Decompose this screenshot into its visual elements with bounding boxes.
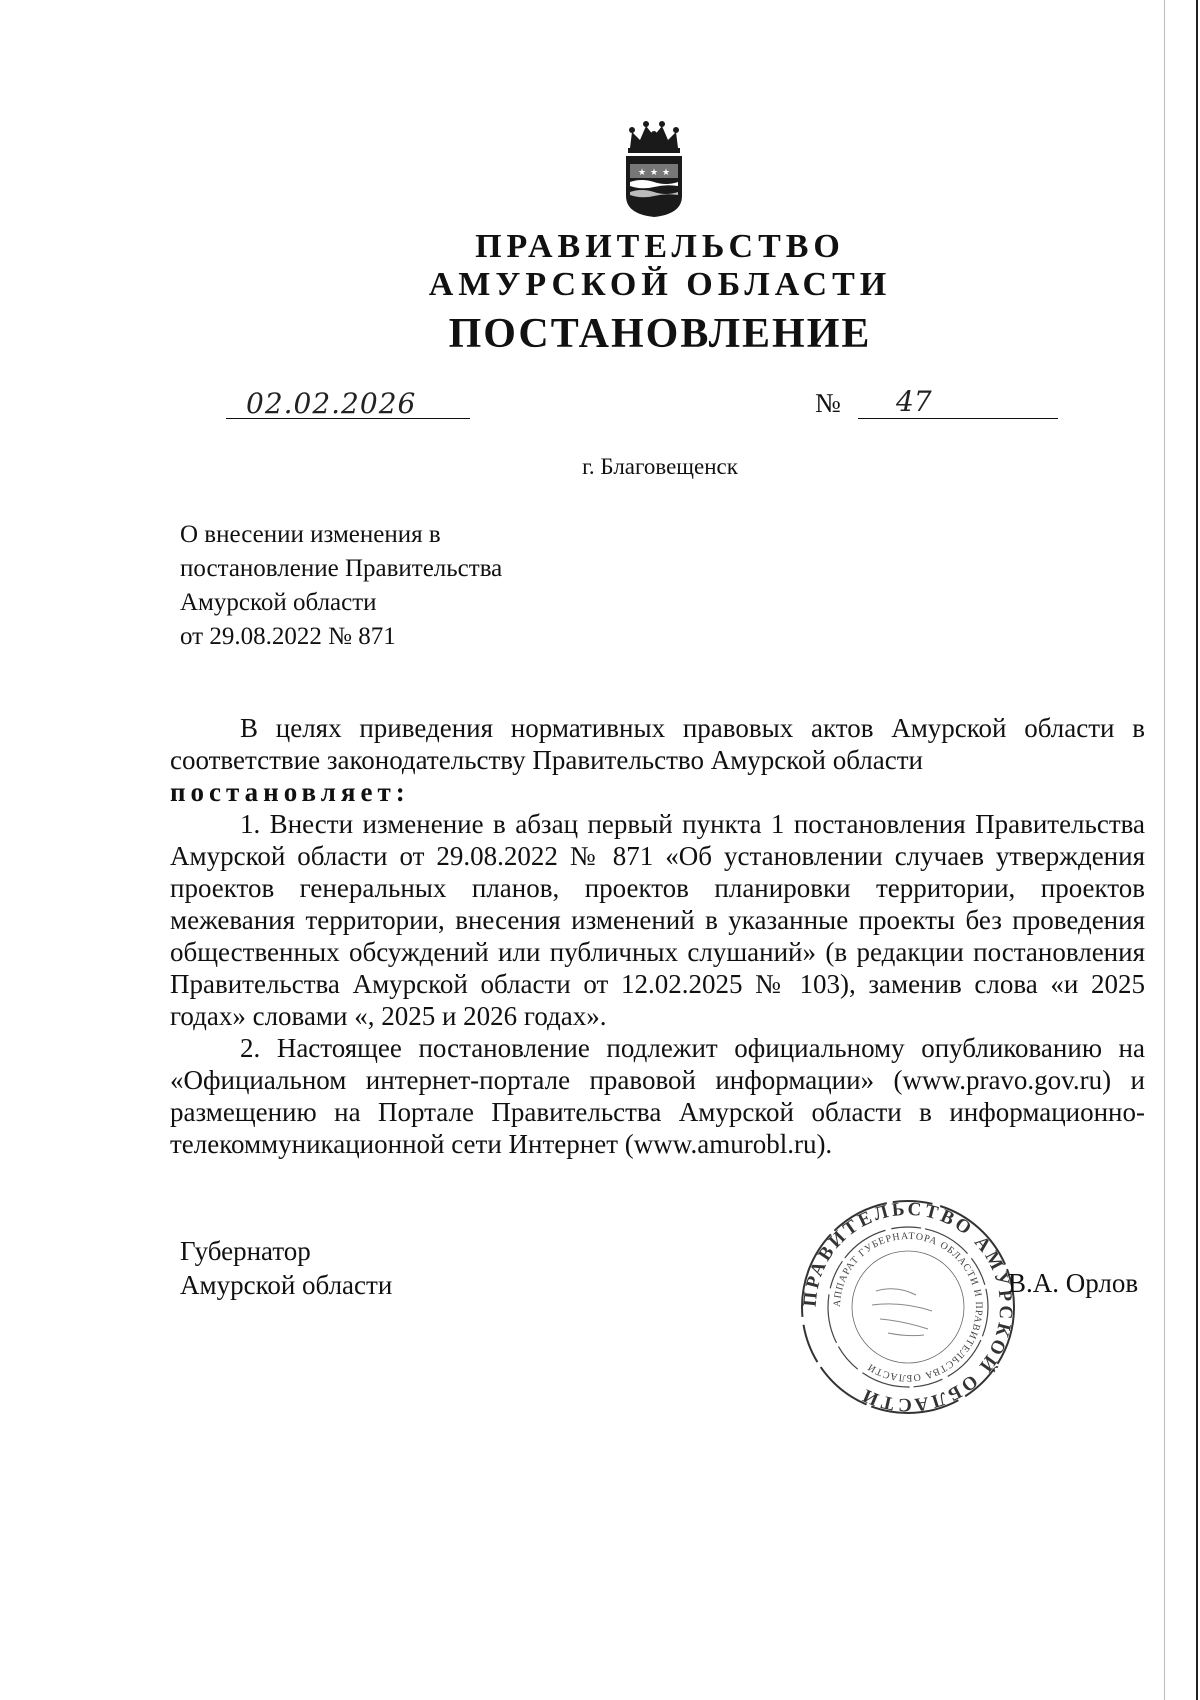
subject-line: О внесении изменения в (180, 521, 441, 548)
decree-word: постановляет: (170, 777, 410, 807)
svg-text:★: ★ (638, 168, 647, 178)
subject-line: от 29.08.2022 № 871 (180, 623, 396, 650)
document-number: 47 (896, 385, 932, 418)
document-body (170, 712, 1145, 1160)
signer-name: В.А. Орлов (1008, 1268, 1139, 1298)
item-1: 1. Внести изменение в абзац первый пункта 1 постановления Правительства Амурской области от 29.08.2022 № 871 «Об установлении случаев утверждения проектов генеральных планов, проектов планировки территории, проектов межевания территории, внесения изменений в указанные проекты без проведения общественных обсуждений или публичных слушаний» (в редакции постановления Правительства Амурской области от 12.02.2025 № 103), заменив слова «и 2025 годах» словами «, 2025 и 2026 годах». (170, 809, 1145, 1031)
subject-line: Амурской области (180, 589, 377, 616)
city: г. Благовещенск (582, 454, 738, 479)
number-underline (858, 418, 1058, 419)
signer-title-line: Губернатор (180, 1236, 311, 1266)
document-date: 02.02.2026 (246, 387, 417, 420)
coat-of-arms-icon (618, 118, 690, 218)
item-2: 2. Настоящее постановление подлежит официальному опубликованию на «Официальном интернет-портале правовой информации» (www.pravo.gov.ru) и размещению на Портале Правительства Амурской области в информационно-телекоммуникационной сети Интернет (www.amurobl.ru). (170, 1033, 1145, 1159)
document-subject (180, 518, 502, 654)
org-name-line1: ПРАВИТЕЛЬСТВО (475, 228, 845, 265)
svg-text:★: ★ (662, 168, 671, 178)
svg-text:АППАРАТ ГУБЕРНАТОРА ОБЛАСТИ И: АППАРАТ ГУБЕРНАТОРА ОБЛАСТИ И ПРАВИТЕЛЬСТВА ОБЛАСТИ (831, 1230, 985, 1384)
signer-title-line: Амурской области (180, 1270, 393, 1300)
signer-title (180, 1234, 392, 1302)
preamble: В целях приведения нормативных правовых актов Амурской области в соответствие законодательству Правительство Амурской области (170, 713, 1145, 775)
subject-line: постановление Правительства (180, 555, 503, 582)
svg-text:★: ★ (650, 168, 659, 178)
official-seal-icon (796, 1195, 1020, 1419)
svg-text:ПРАВИТЕЛЬСТВО АМУРСКОЙ ОБЛАСТИ: ПРАВИТЕЛЬСТВО АМУРСКОЙ ОБЛАСТИ (799, 1198, 1017, 1416)
org-name-line2: АМУРСКОЙ ОБЛАСТИ (428, 266, 892, 303)
document-type: ПОСТАНОВЛЕНИЕ (448, 311, 872, 357)
number-sign: № (815, 388, 841, 418)
